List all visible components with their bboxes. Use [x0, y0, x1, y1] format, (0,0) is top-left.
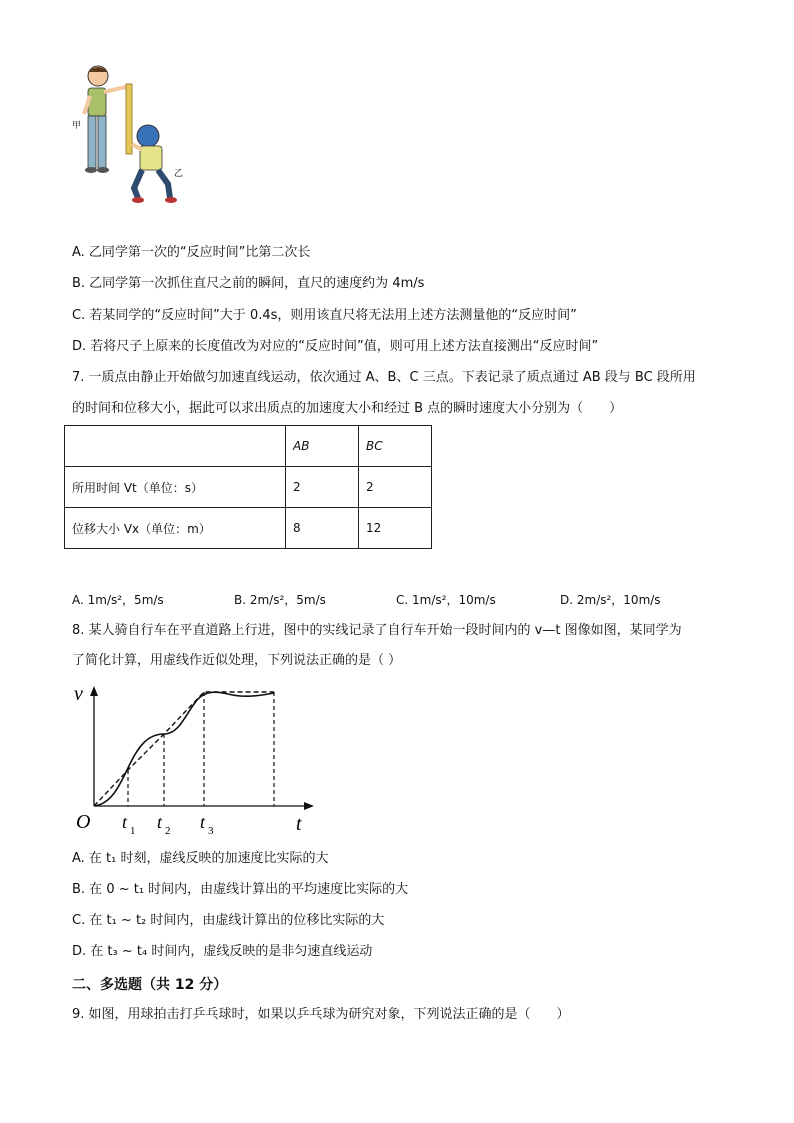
tick-label-t3 [200, 812, 214, 837]
q7-option-c: C. 1m/s²，10m/s [396, 593, 496, 607]
q9-stem: 9. 如图，用球拍击打乒乓球时，如果以乒乓球为研究对象，下列说法正确的是（ ） [72, 1007, 570, 1022]
table-cell-label: 所用时间 Vt（单位：s） [65, 467, 286, 508]
y-axis-label: v [74, 683, 83, 705]
q8-option-a: A. 在 t₁ 时刻，虚线反映的加速度比实际的大 [72, 851, 329, 866]
origin-label: O [76, 811, 91, 833]
q7-option-b: B. 2m/s²，5m/s [234, 593, 326, 607]
table-cell: 8 [286, 508, 359, 549]
approx-dashed-line [94, 692, 274, 806]
svg-text:t: t [200, 812, 206, 832]
x-axis-label: t [296, 813, 302, 835]
tick-label-t1 [122, 812, 136, 837]
q7-option-d: D. 2m/s²，10m/s [560, 593, 661, 607]
students-ruler-drawing [72, 62, 192, 207]
table-cell: 2 [359, 467, 432, 508]
q6-option-c: C. 若某同学的“反应时间”大于 0.4s，则用该直尺将无法用上述方法测量他的“反应时间” [72, 308, 577, 323]
q8-option-c: C. 在 t₁ ~ t₂ 时间内，由虚线计算出的位移比实际的大 [72, 913, 385, 928]
table-row [65, 508, 432, 549]
table-cell [65, 426, 286, 467]
table-header-ab: AB [286, 426, 359, 467]
tick-label-t2 [157, 812, 171, 837]
q7-stem-line2: 的时间和位移大小，据此可以求出质点的加速度大小和经过 B 点的瞬时速度大小分别为（ ） [72, 401, 623, 416]
actual-curve [94, 692, 274, 806]
svg-text:t: t [157, 812, 163, 832]
q7-option-a: A. 1m/s²，5m/s [72, 593, 164, 607]
svg-text:3: 3 [208, 825, 214, 837]
table-cell: 12 [359, 508, 432, 549]
label-jia: 甲 [72, 121, 82, 131]
table-cell: 2 [286, 467, 359, 508]
q6-option-b: B. 乙同学第一次抓住直尺之前的瞬间，直尺的速度约为 4m/s [72, 276, 425, 291]
ruler-reaction-illustration [72, 62, 192, 207]
q8-stem-line2: 了简化计算，用虚线作近似处理，下列说法正确的是（ ） [72, 653, 402, 668]
label-yi: 乙 [174, 169, 184, 179]
svg-text:1: 1 [130, 825, 136, 837]
q8-option-b: B. 在 0 ~ t₁ 时间内，由虚线计算出的平均速度比实际的大 [72, 882, 409, 897]
q6-option-d: D. 若将尺子上原来的长度值改为对应的“反应时间”值，则可用上述方法直接测出“反应时间” [72, 339, 599, 354]
q7-stem-line1: 7. 一质点由静止开始做匀加速直线运动，依次通过 A、B、C 三点。下表记录了质点通过 AB 段与 BC 段所用 [72, 370, 696, 385]
table-row [65, 467, 432, 508]
y-axis-arrow [90, 686, 98, 696]
q8-option-d: D. 在 t₃ ~ t₄ 时间内，虚线反映的是非匀速直线运动 [72, 944, 373, 959]
svg-text:t: t [122, 812, 128, 832]
q7-data-table [64, 425, 432, 549]
q8-stem-line1: 8. 某人骑自行车在平直道路上行进，图中的实线记录了自行车开始一段时间内的 v—t 图像如图，某同学为 [72, 623, 682, 638]
table-header-bc: BC [359, 426, 432, 467]
svg-text:2: 2 [165, 825, 171, 837]
table-cell-label: 位移大小 Vx（单位：m） [65, 508, 286, 549]
x-axis-arrow [304, 802, 314, 810]
section-title-multiple-choice: 二、多选题（共 12 分） [72, 977, 228, 993]
q6-option-a: A. 乙同学第一次的“反应时间”比第二次长 [72, 245, 311, 260]
table-header-row [65, 426, 432, 467]
vt-graph [68, 680, 318, 840]
